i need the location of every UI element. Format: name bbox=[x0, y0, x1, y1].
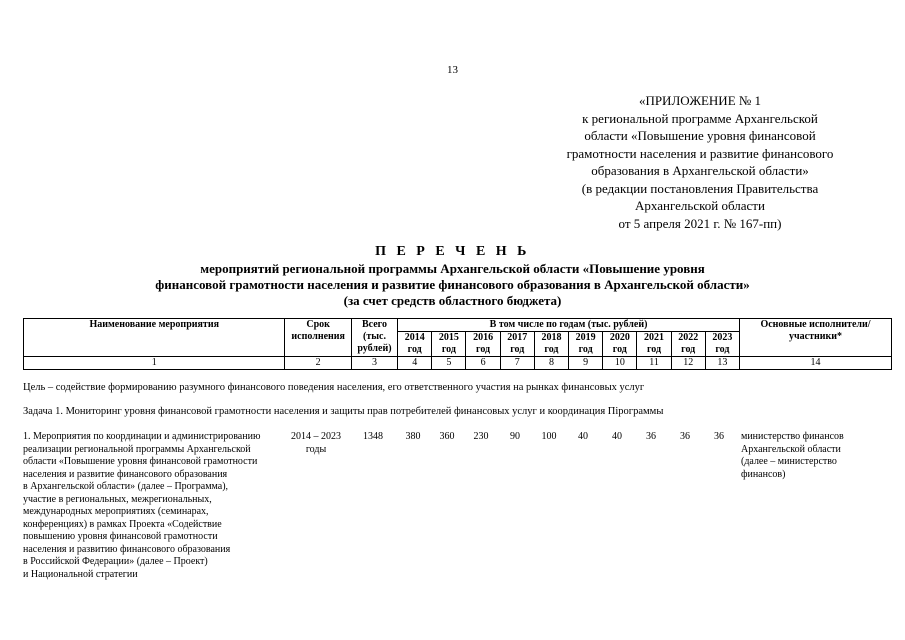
activity-year-value: 90 bbox=[510, 431, 520, 442]
header-period-line: исполнения bbox=[291, 331, 345, 342]
header-table bbox=[23, 318, 892, 370]
header-period-line: Срок bbox=[306, 319, 330, 330]
appendix-line: (в редакции постановления Правительства bbox=[581, 180, 819, 196]
activity-name-line: повышению уровня финансовой грамотности bbox=[23, 531, 218, 542]
header-name: Наименование мероприятия bbox=[24, 319, 285, 357]
goal-text: Цель – содействие формированию разумного финансового поведения населения, его ответственного участия на рынках финансовых услуг bbox=[23, 382, 645, 393]
header-year bbox=[603, 332, 637, 357]
activity-total: 1348 bbox=[363, 431, 383, 442]
header-total-line: Всего bbox=[362, 319, 387, 330]
header-total-line: рублей) bbox=[357, 343, 392, 354]
year-number: 2022 bbox=[678, 332, 699, 343]
activity-name-line: в Архангельской области» (далее – Программа), bbox=[23, 481, 229, 492]
activity-executor-line: (далее – министерство bbox=[741, 456, 837, 467]
activity-period-line: 2014 – 2023 bbox=[291, 431, 341, 442]
year-suffix: год bbox=[476, 344, 491, 355]
activity-name-line: области «Повышение уровня финансовой грамотности bbox=[23, 456, 258, 467]
column-number: 14 bbox=[740, 357, 892, 370]
appendix-line: к региональной программе Архангельской bbox=[582, 110, 818, 126]
activity-year-value: 36 bbox=[680, 431, 690, 442]
header-year bbox=[534, 332, 568, 357]
year-suffix: год bbox=[681, 344, 696, 355]
year-suffix: год bbox=[578, 344, 593, 355]
title-line: (за счет средств областного бюджета) bbox=[343, 293, 562, 308]
header-total bbox=[351, 319, 397, 357]
appendix-line: образования в Архангельской области» bbox=[591, 163, 809, 178]
year-number: 2020 bbox=[609, 332, 630, 343]
column-number: 12 bbox=[671, 357, 705, 370]
year-number: 2023 bbox=[712, 332, 733, 343]
activity-year-value: 360 bbox=[439, 431, 455, 442]
appendix-line: области «Повышение уровня финансовой bbox=[584, 128, 816, 143]
column-number: 9 bbox=[569, 357, 603, 370]
title-heading: П Е Р Е Ч Е Н Ь bbox=[375, 244, 530, 259]
activity-name-line: населения и развитие финансового образования bbox=[23, 468, 228, 480]
column-number: 5 bbox=[432, 357, 466, 370]
column-number: 13 bbox=[705, 357, 739, 370]
header-executors-line: участники* bbox=[788, 331, 843, 342]
activity-year-value: 36 bbox=[714, 431, 724, 442]
year-suffix: год bbox=[715, 344, 730, 355]
year-number: 2021 bbox=[644, 332, 665, 343]
year-number: 2017 bbox=[507, 332, 528, 343]
column-number: 4 bbox=[398, 357, 432, 370]
column-number: 6 bbox=[466, 357, 500, 370]
year-number: 2014 bbox=[404, 332, 425, 343]
title-line: финансовой грамотности населения и развитие финансового образования в Архангельской области» bbox=[155, 277, 750, 292]
column-number: 10 bbox=[603, 357, 637, 370]
year-number: 2019 bbox=[575, 332, 596, 343]
title-line: мероприятий региональной программы Архангельской области «Повышение уровня bbox=[200, 261, 705, 276]
header-year bbox=[569, 332, 603, 357]
document-title bbox=[0, 243, 905, 309]
year-number: 2016 bbox=[473, 332, 494, 343]
header-year bbox=[705, 332, 739, 357]
column-number: 3 bbox=[351, 357, 397, 370]
year-suffix: год bbox=[646, 344, 662, 355]
activity-name-line: реализации региональной программы Архангельской bbox=[23, 443, 251, 455]
header-by-years: В том числе по годам (тыс. рублей) bbox=[398, 319, 740, 332]
column-number: 7 bbox=[500, 357, 534, 370]
activity-year-value: 230 bbox=[473, 431, 489, 442]
activity-executor-line: финансов) bbox=[741, 468, 786, 480]
header-period bbox=[285, 319, 351, 357]
activity-year-value: 380 bbox=[405, 431, 421, 442]
year-suffix: год bbox=[612, 344, 627, 355]
appendix-line: Архангельской области bbox=[635, 198, 765, 213]
appendix-note bbox=[500, 92, 900, 232]
activity-year-value: 40 bbox=[612, 431, 622, 442]
column-number: 11 bbox=[637, 357, 671, 370]
year-suffix: год bbox=[407, 344, 422, 355]
page-number: 13 bbox=[447, 64, 458, 76]
column-number: 2 bbox=[285, 357, 351, 370]
activity-year-value: 36 bbox=[646, 431, 656, 442]
year-suffix: год bbox=[544, 344, 559, 355]
activity-year-value: 40 bbox=[578, 431, 588, 442]
header-year bbox=[671, 332, 705, 357]
header-year bbox=[398, 332, 432, 357]
year-suffix: год bbox=[441, 344, 456, 355]
column-number: 1 bbox=[24, 357, 285, 370]
activity-executor-line: министерство финансов bbox=[741, 431, 844, 442]
activity-period-line: годы bbox=[305, 443, 327, 455]
appendix-line: от 5 апреля 2021 г. № 167-пп) bbox=[618, 215, 782, 231]
activity-year-value: 100 bbox=[541, 431, 557, 442]
activity-executor-line: Архангельской области bbox=[741, 443, 841, 455]
header-year bbox=[466, 332, 500, 357]
task-text: Задача 1. Мониторинг уровня финансовой грамотности населения и защиты прав потребителей финансовых услуг и координация Пiрограммы bbox=[23, 406, 664, 417]
header-total-line: (тыс. bbox=[362, 331, 386, 342]
header-year bbox=[432, 332, 466, 357]
year-suffix: год bbox=[510, 344, 525, 355]
column-number: 8 bbox=[534, 357, 568, 370]
activity-name bbox=[23, 431, 288, 581]
appendix-line: грамотности населения и развитие финансового bbox=[566, 145, 834, 161]
activity-name-line: участие в региональных, межрегиональных, bbox=[23, 493, 212, 505]
year-number: 2015 bbox=[438, 332, 459, 343]
header-executors bbox=[740, 319, 892, 357]
activity-name-line: 1. Мероприятия по координации и администрированию bbox=[23, 431, 261, 442]
year-number: 2018 bbox=[541, 332, 562, 343]
activity-name-line: в Российской Федерации» (далее – Проект) bbox=[23, 556, 208, 567]
activity-name-line: конференциях) в рамках Проекта «Содействие bbox=[23, 518, 222, 530]
activity-name-line: международных мероприятиях (семинарах, bbox=[23, 506, 209, 517]
header-year bbox=[637, 332, 671, 357]
appendix-line: «ПРИЛОЖЕНИЕ № 1 bbox=[638, 93, 762, 108]
header-executors-line: Основные исполнители/ bbox=[760, 319, 871, 330]
activity-name-line: и Национальной стратегии bbox=[23, 568, 138, 580]
activity-period bbox=[283, 431, 349, 456]
activity-name-line: населения и развитию финансового образования bbox=[23, 543, 231, 555]
header-year bbox=[500, 332, 534, 357]
activity-executors bbox=[741, 431, 896, 481]
